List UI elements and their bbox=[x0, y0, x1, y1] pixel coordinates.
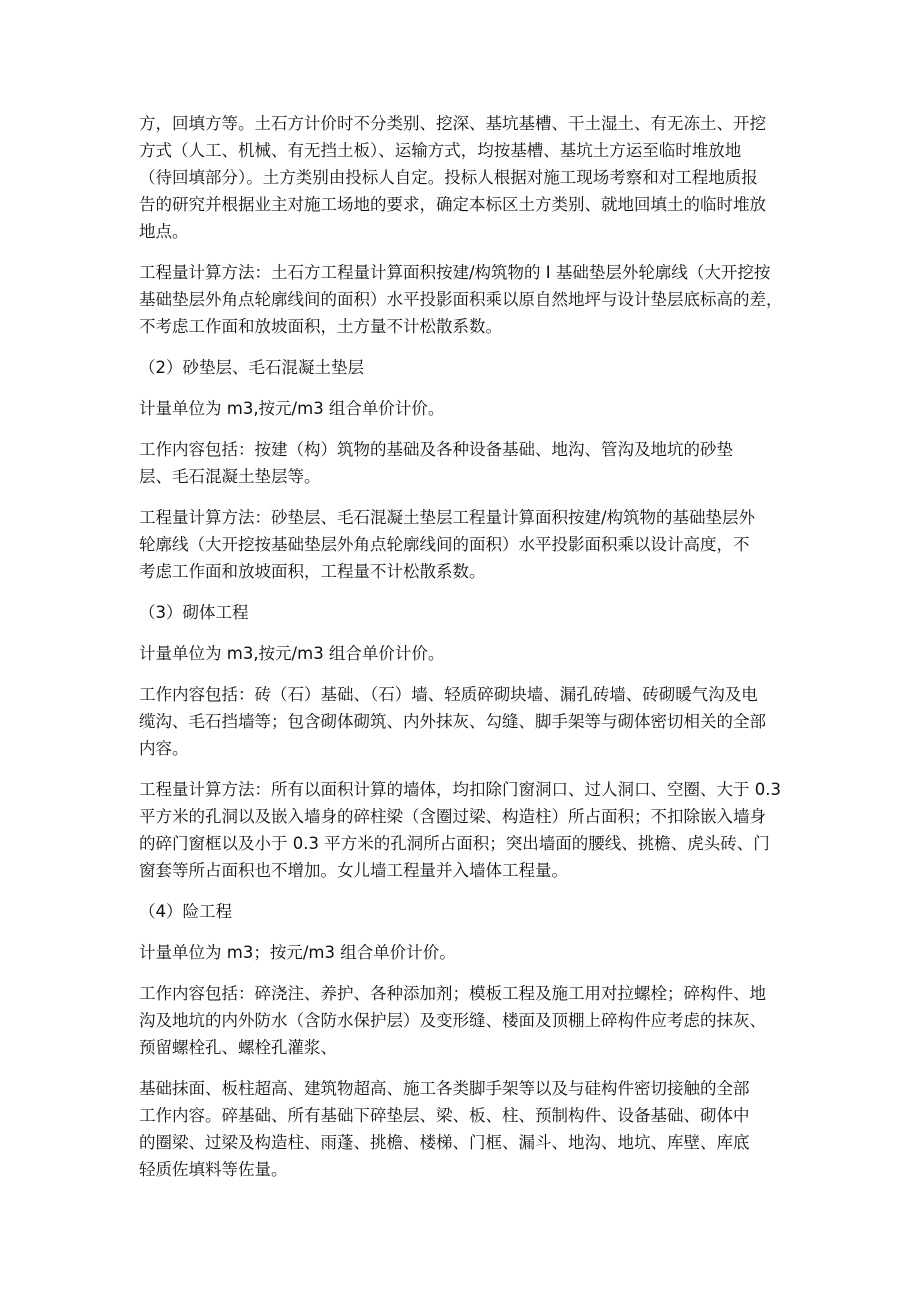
text-line: 内容。 bbox=[139, 739, 189, 758]
paragraph-cushion-calculation bbox=[139, 504, 799, 585]
paragraph-masonry-calculation bbox=[139, 776, 799, 884]
section-heading-masonry bbox=[139, 599, 799, 626]
text-line: 轻质佐填料等佐量。 bbox=[139, 1160, 288, 1179]
text-line: 计量单位为 m3；按元/m3 组合单价计价。 bbox=[139, 943, 456, 962]
heading-text: （3）砌体工程 bbox=[139, 603, 249, 622]
text-line: 方式（人工、机械、有无挡土板）、运输方式，均按基槽、基坑土方运至临时堆放地 bbox=[139, 141, 742, 160]
text-line: 计量单位为 m3,按元/m3 组合单价计价。 bbox=[139, 644, 445, 663]
text-line: 平方米的孔洞以及嵌入墙身的碎柱梁（含圈过梁、构造柱）所占面积；不扣除嵌入墙身 bbox=[139, 807, 766, 826]
text-line: 工作内容包括：砖（石）基础、（石）墙、轻质碎砌块墙、漏孔砖墙、砖砌暖气沟及电 bbox=[139, 685, 758, 704]
text-line: 工程量计算方法：所有以面积计算的墙体，均扣除门窗洞口、过人洞口、空圈、大于 0.3 bbox=[139, 780, 781, 799]
paragraph-cushion-scope bbox=[139, 436, 799, 490]
text-line: 预留螺栓孔、螺栓孔灌浆、 bbox=[139, 1038, 337, 1057]
text-line: （待回填部分）。土方类别由投标人自定。投标人根据对施工现场考察和对工程地质报 bbox=[139, 168, 758, 187]
paragraph-earthwork-pricing bbox=[139, 110, 799, 245]
text-line: 工程量计算方法：土石方工程量计算面积按建/构筑物的 I 基础垫层外轮廓线（大开挖按 bbox=[139, 263, 771, 282]
section-heading-concrete bbox=[139, 898, 799, 925]
text-line: 层、毛石混凝土垫层等。 bbox=[139, 467, 321, 486]
text-line: 工作内容。碎基础、所有基础下碎垫层、梁、板、柱、预制构件、设备基础、砌体中 bbox=[139, 1106, 750, 1125]
paragraph-concrete-scope bbox=[139, 980, 799, 1061]
paragraph-cushion-unit bbox=[139, 395, 799, 422]
paragraph-masonry-scope bbox=[139, 681, 799, 762]
text-line: 不考虑工作面和放坡面积，土方量不计松散系数。 bbox=[139, 317, 502, 336]
text-line: 工程量计算方法：砂垫层、毛石混凝土垫层工程量计算面积按建/构筑物的基础垫层外 bbox=[139, 508, 756, 527]
text-line: 考虑工作面和放坡面积，工程量不计松散系数。 bbox=[139, 562, 486, 581]
heading-text: （2）砂垫层、毛石混凝土垫层 bbox=[139, 358, 364, 377]
text-line: 地点。 bbox=[139, 222, 189, 241]
paragraph-earthwork-calculation bbox=[139, 259, 799, 340]
text-line: 沟及地坑的内外防水（含防水保护层）及变形缝、楼面及顶棚上碎构件应考虑的抹灰、 bbox=[139, 1011, 766, 1030]
text-line: 基础抹面、板柱超高、建筑物超高、施工各类脚手架等以及与硅构件密切接触的全部 bbox=[139, 1079, 750, 1098]
text-line: 计量单位为 m3,按元/m3 组合单价计价。 bbox=[139, 399, 445, 418]
text-line: 工作内容包括：按建（构）筑物的基础及各种设备基础、地沟、管沟及地坑的砂垫 bbox=[139, 440, 733, 459]
text-line: 轮廓线（大开挖按基础垫层外角点轮廓线间的面积）水平投影面积乘以设计高度，不 bbox=[139, 535, 750, 554]
paragraph-masonry-unit bbox=[139, 640, 799, 667]
text-line: 基础垫层外角点轮廓线间的面积）水平投影面积乘以原自然地坪与设计垫层底标高的差， bbox=[139, 290, 783, 309]
text-line: 的碎门窗框以及小于 0.3 平方米的孔洞所占面积；突出墙面的腰线、挑檐、虎头砖、门 bbox=[139, 834, 770, 853]
heading-text: （4）险工程 bbox=[139, 902, 232, 921]
document-body bbox=[139, 110, 799, 1197]
paragraph-concrete-unit bbox=[139, 939, 799, 966]
text-line: 的圈梁、过梁及构造柱、雨蓬、挑檐、楼梯、门框、漏斗、地沟、地坑、库壁、库底 bbox=[139, 1133, 750, 1152]
text-line: 工作内容包括：碎浇注、养护、各种添加剂；模板工程及施工用对拉螺栓；碎构件、地 bbox=[139, 984, 766, 1003]
text-line: 告的研究并根据业主对施工场地的要求，确定本标区土方类别、就地回填土的临时堆放 bbox=[139, 195, 766, 214]
text-line: 方，回填方等。土石方计价时不分类别、挖深、基坑基槽、干土湿土、有无冻土、开挖 bbox=[139, 114, 766, 133]
section-heading-cushion bbox=[139, 354, 799, 381]
text-line: 缆沟、毛石挡墙等；包含砌体砌筑、内外抹灰、勾缝、脚手架等与砌体密切相关的全部 bbox=[139, 712, 766, 731]
paragraph-concrete-scope-continued bbox=[139, 1075, 799, 1183]
text-line: 窗套等所占面积也不增加。女儿墙工程量并入墙体工程量。 bbox=[139, 861, 568, 880]
